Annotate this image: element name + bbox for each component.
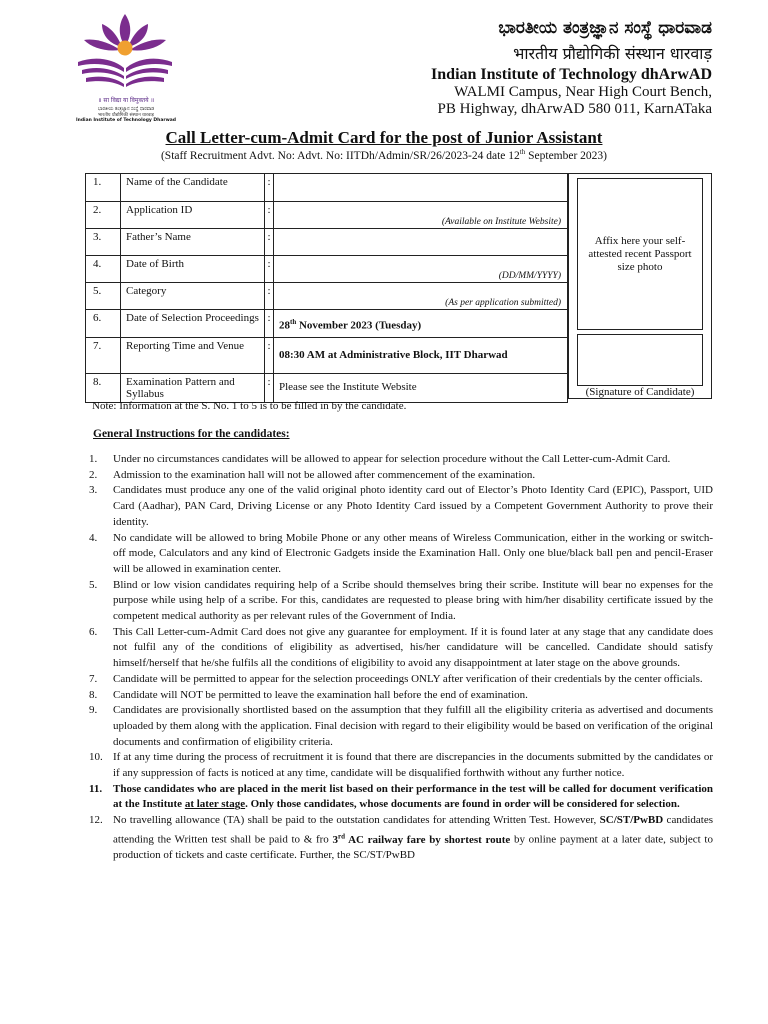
address-line-1: WALMI Campus, Near High Court Bench,: [454, 84, 712, 100]
row-label: Date of Selection Proceedings: [121, 310, 265, 338]
row-number: 3.: [86, 229, 121, 256]
item-text: If at any time during the process of recruitment it is found that there are discrepancies in the documents submitted by the candidates or if any suppression of facts is noticed at any time, candidate will be disqualified forthwith without any further notice.: [113, 751, 713, 780]
lotus-book-logo-icon: [72, 10, 178, 94]
address-line-2: PB Highway, dhArwAD 580 011, KarnATaka: [437, 101, 712, 117]
list-item: [86, 625, 713, 672]
table-row: [86, 283, 568, 310]
list-item: [86, 813, 713, 864]
date-sup: th: [290, 318, 297, 326]
item-number: 4.: [89, 531, 98, 544]
item-text-part: by online payment at a later date, subject to production of tickets and caste certificate. Further, the SC/ST/PwBD: [113, 833, 713, 862]
selection-date-value: [274, 310, 568, 338]
instructions-heading: General Instructions for the candidates:: [93, 428, 290, 440]
item-number: 9.: [89, 704, 98, 717]
list-item: [86, 750, 713, 781]
item-text: Candidate will NOT be permitted to leave the examination hall before the end of examination.: [113, 688, 528, 701]
list-item: [86, 483, 713, 530]
item-text-part: . Only those candidates, whose documents are found in order will be considered for selection.: [245, 798, 680, 811]
row-colon: :: [265, 256, 274, 283]
candidate-info-table: [85, 173, 568, 403]
item-text: [113, 783, 713, 811]
advt-date-text: September 2023): [525, 149, 608, 162]
row-label: Date of Birth: [121, 256, 265, 283]
row-label: Category: [121, 283, 265, 310]
item-number: 12.: [89, 814, 103, 827]
table-row: [86, 229, 568, 256]
item-text: Blind or low vision candidates requiring help of a Scribe should themselves bring their scribe. Institute will bear no expenses for the purpose while using help of a scribe. For this, candidates are requested to please bring with him/her disability certificate issued by the competent medical authority as per relevant rules of the Government of India.: [113, 578, 713, 623]
logo-motto: ॥ सा विद्या या विमुक्तये ॥: [97, 97, 155, 104]
row-label: Reporting Time and Venue: [121, 338, 265, 374]
list-item: [86, 531, 713, 578]
date-day: 28: [279, 319, 290, 332]
fathers-name-field[interactable]: [274, 229, 568, 256]
list-item: [86, 452, 713, 468]
table-row: [86, 338, 568, 374]
row-number: 5.: [86, 283, 121, 310]
list-item: [86, 703, 713, 750]
row-number: 4.: [86, 256, 121, 283]
item-text-bold: SC/ST/PwBD: [599, 814, 664, 827]
row-colon: :: [265, 202, 274, 229]
document-title: [0, 128, 768, 148]
row-colon: :: [265, 283, 274, 310]
photo-signature-panel: [568, 173, 712, 399]
reporting-venue-value: [274, 338, 568, 374]
row-label: Father’s Name: [121, 229, 265, 256]
institute-name-english: Indian Institute of Technology dhArwAD: [431, 66, 712, 83]
row-number: 6.: [86, 310, 121, 338]
application-id-field[interactable]: [274, 202, 568, 229]
table-row: [86, 256, 568, 283]
row-number: 2.: [86, 202, 121, 229]
item-text: This Call Letter-cum-Admit Card does not give any guarantee for employment. If it is found later at any stage that any candidate does not fulfil any of the conditions of eligibility as advertised, his/her candidature will be cancelled. Candidate should satisfy himself/herself that he/she fulfils all the conditions of eligibility to avoid any disappointment at later stage on the above grounds.: [113, 625, 713, 670]
list-item: [86, 688, 713, 704]
item-text: Candidates must produce any one of the valid original photo identity card out of Elector’s Photo Identity Card (EPIC), Passport, UID Card (Aadhar), PAN Card, Driving License or any Photo Identity Card issued by a Competent Government Authority to prove their identity.: [113, 484, 713, 528]
item-text: Admission to the examination hall will not be allowed after commencement of the examination.: [113, 468, 536, 481]
photo-instruction: Affix here your self-attested recent Passport size photo: [588, 234, 692, 273]
item-text-sup: rd: [338, 831, 345, 840]
item-number: 2.: [89, 468, 98, 481]
table-row: [86, 174, 568, 202]
reporting-venue-text: 08:30 AM at Administrative Block, IIT Dharwad: [279, 349, 508, 361]
row-colon: :: [265, 374, 274, 403]
item-text: Candidate will be permitted to appear for the selection proceedings ONLY after verification of their credentials by the center officials.: [113, 672, 703, 685]
item-text: No candidate will be allowed to bring Mobile Phone or any other means of Wireless Communication, either in the working or switch-off mode, Calculators and any kind of Electronic Gadgets inside the Examination Hall. Only one blue/black ball pen and pencil-Eraser will be allowed in examination center.: [113, 531, 713, 575]
row-colon: :: [265, 174, 274, 202]
advt-sup: th: [519, 148, 526, 156]
row-colon: :: [265, 338, 274, 374]
list-item: [86, 468, 713, 484]
table-row: [86, 202, 568, 229]
item-text-underlined: at later stage: [184, 798, 246, 811]
row-label: Name of the Candidate: [121, 174, 265, 202]
row-number: 1.: [86, 174, 121, 202]
advertisement-reference: [0, 148, 768, 162]
item-number: 8.: [89, 688, 98, 701]
item-text-bold-part: AC railway fare by shortest route: [345, 833, 511, 846]
item-text-bold: [332, 831, 511, 846]
signature-box: [577, 334, 703, 386]
item-number: 7.: [89, 672, 98, 685]
signature-label: (Signature of Candidate): [585, 386, 695, 398]
item-number: 6.: [89, 625, 98, 638]
logo-kannada-text: ಭಾರತೀಯ ತಂತ್ರಜ್ಞಾನ ಸಂಸ್ಥೆ ಧಾರವಾಡ: [97, 107, 155, 112]
item-text-part: candidates attending the Written test shall be paid to & fro: [113, 814, 713, 846]
document-title-text: Call Letter-cum-Admit Card for the post of Junior Assistant: [165, 128, 603, 147]
row-colon: :: [265, 229, 274, 256]
item-number: 10.: [89, 751, 103, 764]
advt-text: (Staff Recruitment Advt. No: Advt. No: IITDh/Admin/SR/26/2023-24 date 12: [160, 149, 520, 162]
row-colon: :: [265, 310, 274, 338]
logo-hindi-text: भारतीय प्रौद्योगिकी संस्थान धारवाड़: [98, 113, 154, 118]
field-hint: (DD/MM/YYYY): [498, 271, 561, 281]
item-number: 11.: [89, 782, 103, 795]
instructions-list: [86, 452, 713, 864]
item-text: [113, 814, 713, 861]
institute-name-kannada: ಭಾರತೀಯ ತಂತ್ರಜ್ಞಾನ ಸಂಸ್ಥೆ ಧಾರವಾಡ: [498, 18, 712, 38]
exam-pattern-text: Please see the Institute Website: [279, 381, 417, 393]
row-label: Examination Pattern and Syllabus: [121, 374, 265, 403]
item-text: Under no circumstances candidates will be allowed to appear for selection procedure without the Call Letter-cum-Admit Card.: [113, 453, 671, 465]
item-number: 1.: [89, 453, 98, 465]
row-label: Application ID: [121, 202, 265, 229]
table-row: [86, 374, 568, 403]
row-number: 8.: [86, 374, 121, 403]
date-rest: November 2023 (Tuesday): [296, 319, 422, 332]
item-text-bold-part: 3: [332, 833, 338, 846]
row-number: 7.: [86, 338, 121, 374]
candidate-name-field[interactable]: [274, 174, 568, 202]
exam-pattern-value: [274, 374, 568, 403]
table-note: Note: Information at the S. No. 1 to 5 is to be filled in by the candidate.: [92, 400, 407, 412]
table-row: [86, 310, 568, 338]
iit-dharwad-logo: [66, 10, 186, 123]
list-item: [86, 672, 713, 688]
list-item: [86, 782, 713, 813]
institute-name-hindi: भारतीय प्रौद्योगिकी संस्थान धारवाड़: [513, 44, 712, 63]
logo-english-text: Indian Institute of Technology Dharwad: [75, 118, 177, 123]
item-text: Candidates are provisionally shortlisted based on the assumption that they fulfill all the eligibility criteria as advertised and documents uploaded by them along with the application. Final decision with regard to their eligibility would be based on verification of the original documents and confirmation of eligibility criteria.: [113, 704, 713, 748]
item-number: 5.: [89, 578, 98, 591]
field-hint: (Available on Institute Website): [441, 217, 561, 227]
field-hint: (As per application submitted): [445, 298, 561, 308]
item-text-part: No travelling allowance (TA) shall be paid to the outstation candidates for attending Written Test. However,: [113, 814, 600, 827]
photo-box: [577, 178, 703, 330]
item-text-part: Those candidates who are placed in the merit list based on their performance in the test will be called for document verification at the Institute: [113, 782, 713, 811]
item-number: 3.: [89, 484, 98, 497]
date-of-birth-field[interactable]: [274, 256, 568, 283]
list-item: [86, 578, 713, 625]
category-field[interactable]: [274, 283, 568, 310]
